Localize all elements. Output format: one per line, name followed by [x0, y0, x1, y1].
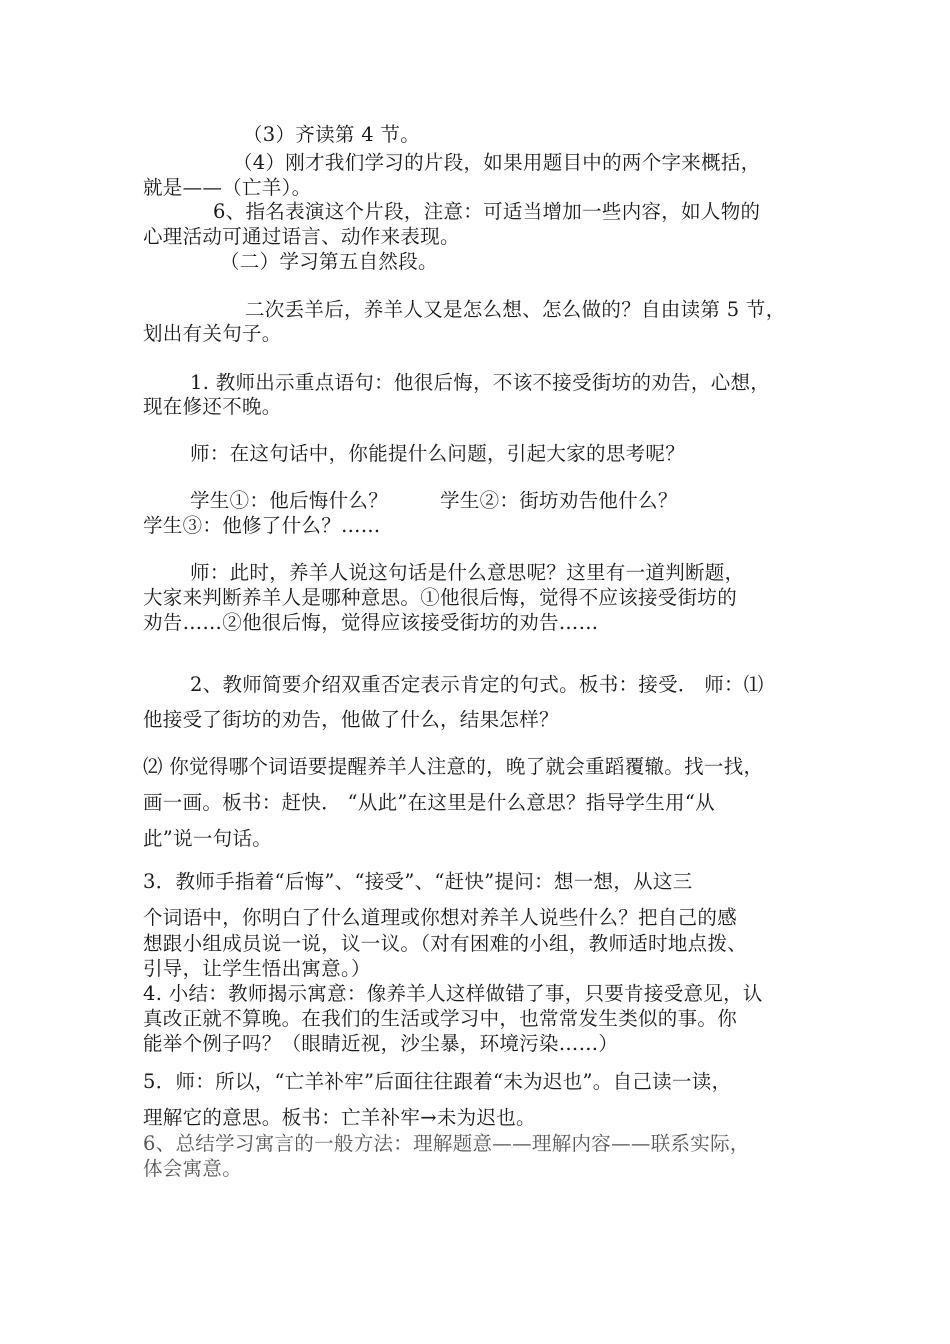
text-line: （4）刚才我们学习的片段，如果用题目中的两个字来概括，	[233, 151, 761, 174]
text-line: 1. 教师出示重点语句：他很后悔，不该不接受街坊的劝告，心想，	[190, 371, 771, 394]
text-line: 师：此时，养羊人说这句话是什么意思呢？这里有一道判断题，	[190, 561, 745, 584]
text-line: 真改正就不算晚。在我们的生活或学习中，也常常发生类似的事。你	[143, 1007, 738, 1030]
text-line: ⑵ 你觉得哪个词语要提醒养羊人注意的，晚了就会重蹈覆辙。找一找，	[143, 755, 764, 778]
text-line: 理解它的意思。板书：亡羊补牢→未为迟也。	[143, 1106, 536, 1129]
text-line: 现在修还不晚。	[143, 395, 282, 418]
text-line: 师：在这句话中，你能提什么问题，引起大家的思考呢？	[190, 442, 686, 465]
text-line: 大家来判断养羊人是哪种意思。①他很后悔，觉得不应该接受街坊的	[143, 586, 738, 609]
text-line: 6、总结学习寓言的一般方法：理解题意——理解内容——联系实际，	[143, 1132, 750, 1155]
text-line: 4. 小结：教师揭示寓意：像养羊人这样做错了事，只要肯接受意见，认	[143, 982, 763, 1005]
text-line: 划出有关句子。	[143, 322, 282, 345]
student-question-3: 学生③：他修了什么？……	[143, 514, 381, 537]
text-line: 画一画。板书：赶快． “从此”在这里是什么意思？指导学生用“从	[143, 791, 715, 814]
text-line	[190, 489, 678, 513]
text-line: 想跟小组成员说一说，议一议。（对有困难的小组，教师适时地点拨、	[143, 932, 748, 955]
text-line: 心理活动可通过语言、动作来表现。	[143, 225, 460, 248]
text-line: 体会寓意。	[143, 1157, 243, 1180]
text-line: 能举个例子吗？（眼睛近视，沙尘暴，环境污染……）	[143, 1032, 619, 1055]
text-line: （3）齐读第 4 节。	[243, 123, 421, 146]
text-line: 此”说一句话。	[143, 827, 273, 850]
student-question-2: 学生②：街坊劝告他什么？	[440, 489, 678, 512]
text-line: 就是——（亡羊）。	[143, 176, 312, 199]
text-line: 引导，让学生悟出寓意。）	[143, 957, 371, 980]
text-line: 劝告……②他很后悔，觉得应该接受街坊的劝告……	[143, 611, 599, 634]
text-line: 他接受了街坊的劝告，他做了什么，结果怎样？	[143, 708, 559, 731]
text-line: 二次丢羊后，养羊人又是怎么想、怎么做的？自由读第 5 节，	[245, 298, 786, 321]
text-line: 个词语中，你明白了什么道理或你想对养羊人说些什么？把自己的感	[143, 906, 738, 929]
section-heading: （二）学习第五自然段。	[220, 250, 438, 273]
student-question-1: 学生①：他后悔什么？	[190, 489, 389, 512]
text-line: 3．教师手指着“后悔”、“接受”、“赶快”提问：想一想，从这三	[143, 870, 693, 893]
text-line: 6、指名表演这个片段，注意：可适当增加一些内容，如人物的	[213, 200, 761, 223]
text-line: 2、教师简要介绍双重否定表示肯定的句式。板书：接受． 师：⑴	[190, 673, 764, 696]
text-line: 5．师：所以，“亡羊补牢”后面往往跟着“未为迟也”。自己读一读，	[143, 1070, 732, 1093]
